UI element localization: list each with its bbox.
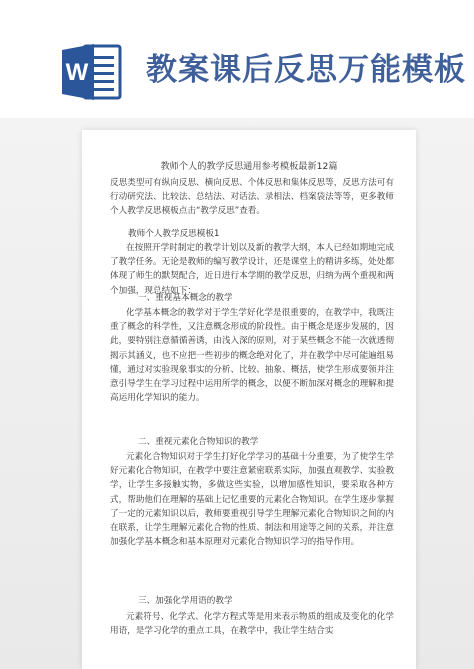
paragraph-3: 元素化合物知识对于学生打好化学学习的基础十分重要，为了使学生学好元素化合物知识，在教学中要注意紧密联系实际，加强直观教学、实验教学，让学生多接触实物，多做这些实验，以增加感性知识，要采取各种方式，帮助他们在理解的基础上记忆重要的元素化合物知识。在学生逐步掌握了一定的元素知识以后，教师要重视引导学生理解元素化合物知识之间的内在联系，让学生理解元素化合物的性质、制法和用途等之间的关系，并注意加强化学基本概念和基本原理对元素化合物知识学习的指导作用。	[110, 452, 394, 548]
banner	[0, 0, 474, 118]
word-logo-letter: W	[65, 59, 89, 86]
paragraph-2: 化学基本概念的教学对于学生学好化学是很重要的，在教学中，我既注重了概念的科学性，又注意概念形成的阶段性。由于概念是逐步发展的，因此，要特别注意循循善诱，由浅入深的原则，对于某些概念不能一次就透彻揭示其涵义，也不应把一些初步的概念绝对化了，并在教学中尽可能遍组易懂，通过对实验现象事实的分析、比较、抽象、概括，使学生形成要领并注意引导学生在学习过程中运用所学的概念，以便不断加深对概念的理解和提高运用化学知识的能力。	[110, 308, 394, 404]
heading-2: 二、重视元素化合物知识的教学	[138, 437, 259, 447]
section-title: 教师个人教学反思模板1	[128, 229, 220, 239]
document-page	[82, 130, 416, 669]
document-title: 教师个人的教学反思通用参考模板最新12篇	[160, 161, 338, 172]
banner-title: 教案课后反思万能模板	[146, 52, 466, 88]
heading-1: 一、重视基本概念的教学	[138, 293, 233, 303]
word-doc-icon	[62, 40, 124, 104]
heading-3: 三、加强化学用语的教学	[138, 596, 233, 606]
paragraph-1: 在按照开学时制定的教学计划以及新的教学大纲，本人已经如期地完成了教学任务。无论是教师的编写教学设计，还是课堂上的精讲多练，处处都体现了师生的默契配合，近日进行本学期的教学反思，归纳为两个重视和两个加强，现总结如下：	[110, 243, 394, 296]
paragraph-4: 元素符号、化学式、化学方程式等是用来表示物质的组成及变化的化学用语，是学习化学的重点工具，在教学中，我让学生结合实	[110, 612, 394, 637]
intro-paragraph: 反思类型可有纵向反思、横向反思、个体反思和集体反思等，反思方法可有行动研究法、比较法、总结法、对话法、录相法、档案袋法等等，更多教师个人教学反思模板点击“教学反思”查看。	[110, 178, 394, 217]
